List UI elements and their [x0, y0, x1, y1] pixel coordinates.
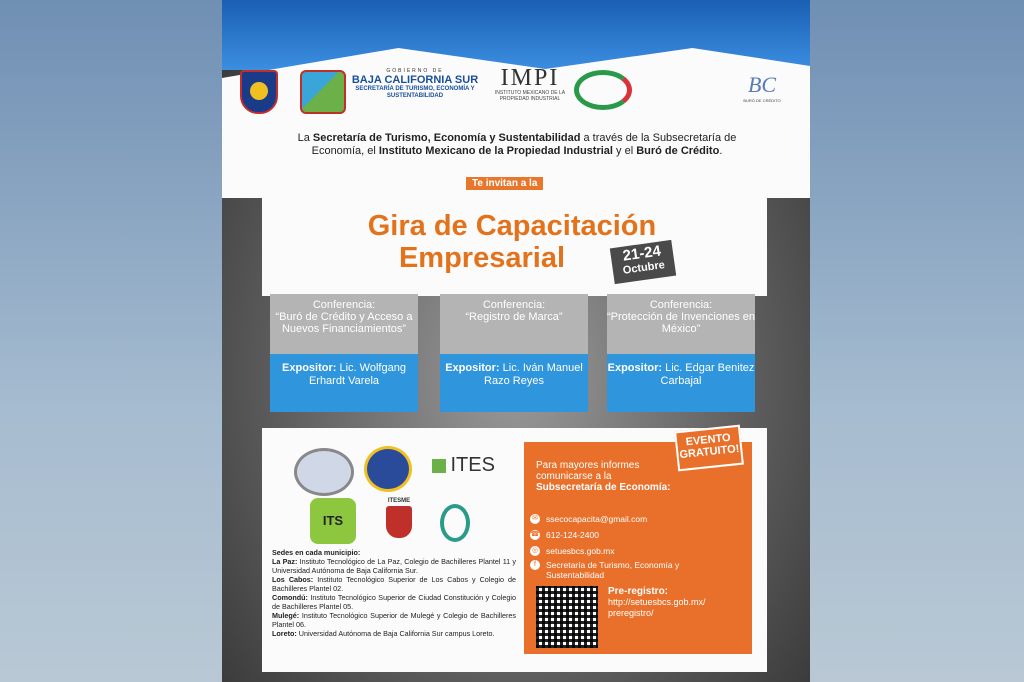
conference-card — [607, 294, 755, 412]
ites-logo — [432, 454, 495, 477]
secretaria-label: SECRETARÍA DE TURISMO, ECONOMÍA Y SUSTENTABILIDAD — [355, 86, 475, 99]
sede-text: Instituto Tecnológico Superior de Los Cabos y Colegio de Bachilleres Plantel 02. — [272, 575, 516, 593]
sede-text: Instituto Tecnológico Superior de Mulegé y Colegio de Bachilleres Plantel 06. — [272, 611, 516, 629]
sedes-title: Sedes en cada municipio: — [272, 548, 361, 557]
uabcs-logo-icon — [440, 504, 470, 542]
conference-speaker — [440, 354, 588, 412]
impi-ring-icon — [574, 70, 632, 110]
government-logo — [350, 68, 480, 100]
impi-logo — [490, 66, 570, 102]
intro-p2: a través de la Subsecretaría de Economía, el — [311, 132, 737, 157]
ites-label: ITES — [450, 454, 495, 476]
phone-text[interactable]: 612-124-2400 — [546, 530, 599, 540]
intro-b2: Instituto Mexicano de la Propiedad Industrial — [378, 145, 613, 157]
speaker-name: Lic. Wolfgang Erhardt Varela — [308, 362, 406, 387]
email-text[interactable]: ssecocapacita@gmail.com — [546, 514, 648, 524]
phone-icon: ☎ — [530, 531, 540, 538]
bcs-coat-of-arms-icon — [240, 70, 278, 114]
ites-icon — [432, 459, 446, 473]
conference-topic — [440, 294, 588, 354]
background-left — [0, 0, 222, 682]
sede-place: La Paz: — [272, 557, 298, 566]
email-contact[interactable] — [532, 514, 648, 524]
sedes-list — [272, 548, 516, 638]
sede-place: Loreto: — [272, 629, 297, 638]
facebook-contact[interactable] — [534, 560, 726, 580]
conference-topic-text: “Buró de Crédito y Acceso a Nuevos Financiamientos” — [275, 311, 413, 335]
tec-la-paz-logo-icon — [294, 448, 354, 496]
logo-row — [222, 66, 810, 126]
sede-place: Mulegé: — [272, 611, 300, 620]
intro-b1: Secretaría de Turismo, Economía y Sustentabilidad — [312, 132, 581, 144]
sede-text: Instituto Tecnológico de La Paz, Colegio de Bachilleres Plantel 11 y Universidad Autónoma de Baja California Sur. — [272, 557, 517, 575]
date-month: Octubre — [622, 259, 666, 277]
conference-topic — [607, 294, 755, 354]
preregistro-link[interactable]: http://setuesbcs.gob.mx/ preregistro/ — [608, 597, 706, 618]
bcs-emblem-icon — [300, 70, 346, 114]
intro-p4: . — [719, 145, 723, 157]
speaker-name: Lic. Edgar Benitez Carbajal — [660, 362, 755, 387]
invite-badge: Te invitan a la — [466, 177, 543, 190]
intro-p3: y el — [612, 145, 637, 157]
preregistro — [608, 586, 708, 619]
intro-b3: Buró de Crédito — [636, 145, 720, 157]
sede-place: Comondú: — [272, 593, 308, 602]
conference-label: Conferencia: — [649, 299, 713, 311]
impi-full-label: INSTITUTO MEXICANO DE LA PROPIEDAD INDUSTRIAL — [494, 90, 566, 102]
web-icon: ◎ — [531, 547, 539, 554]
impi-label: IMPI — [500, 65, 560, 91]
state-label: BAJA CALIFORNIA SUR — [351, 74, 479, 86]
event-poster — [222, 0, 810, 682]
itesme-logo — [376, 498, 422, 540]
facebook-icon: f — [530, 560, 540, 570]
info-line-2: comunicarse a la — [536, 471, 612, 482]
qr-code-icon[interactable] — [536, 586, 598, 648]
info-line-3: Subsecretaría de Economía: — [536, 482, 671, 493]
expositor-label: Expositor: — [607, 362, 663, 374]
bc-mark: BC — [747, 72, 777, 97]
itesme-label: ITESME — [387, 498, 411, 504]
free-event-badge: EVENTO GRATUITO! — [674, 425, 744, 472]
sede-place: Los Cabos: — [272, 575, 314, 584]
sede-text: Instituto Tecnológico Superior de Ciudad Constitución y Colegio de Bachilleres Plantel 05. — [272, 593, 516, 611]
intro-text — [282, 132, 752, 158]
its-label: ITS — [322, 513, 344, 528]
web-contact[interactable] — [531, 546, 615, 556]
email-icon: ✉ — [530, 514, 540, 524]
expositor-label: Expositor: — [445, 362, 500, 374]
title-line-2: Empresarial — [398, 242, 566, 274]
info-line-1: Para mayores informes — [536, 460, 640, 471]
conference-topic-text: “Protección de Invenciones en México” — [607, 311, 755, 335]
conference-speaker — [607, 354, 755, 412]
info-panel — [262, 428, 767, 672]
conference-card — [270, 294, 418, 412]
gobierno-label: GOBIERNO DE — [386, 68, 444, 74]
buro-credito-logo — [740, 72, 784, 116]
facebook-text[interactable]: Secretaría de Turismo, Economía y Sustentabilidad — [546, 560, 680, 580]
its-logo — [310, 498, 356, 544]
intro-p1: La — [297, 132, 313, 144]
speaker-name: Lic. Iván Manuel Razo Reyes — [484, 362, 583, 387]
conference-topic-text: “Registro de Marca” — [465, 311, 563, 323]
expositor-label: Expositor: — [282, 362, 337, 374]
cobach-logo-icon — [364, 446, 412, 492]
title-line-1: Gira de Capacitación — [367, 210, 657, 242]
bc-label: BURÓ DE CRÉDITO — [743, 98, 781, 103]
info-text — [536, 460, 671, 493]
background-right — [810, 0, 1024, 682]
conference-label: Conferencia: — [312, 299, 376, 311]
conference-topic — [270, 294, 418, 354]
date-days: 21-24 — [621, 242, 663, 265]
conference-card — [440, 294, 588, 412]
conference-label: Conferencia: — [482, 299, 546, 311]
conference-speaker — [270, 354, 418, 412]
sede-text: Universidad Autónoma de Baja California Sur campus Loreto. — [296, 629, 495, 638]
itesme-shield-icon — [386, 506, 412, 538]
phone-contact[interactable] — [530, 530, 599, 540]
contact-panel — [524, 431, 752, 654]
web-text[interactable]: setuesbcs.gob.mx — [546, 546, 615, 556]
preregistro-title: Pre-registro: — [608, 586, 669, 597]
